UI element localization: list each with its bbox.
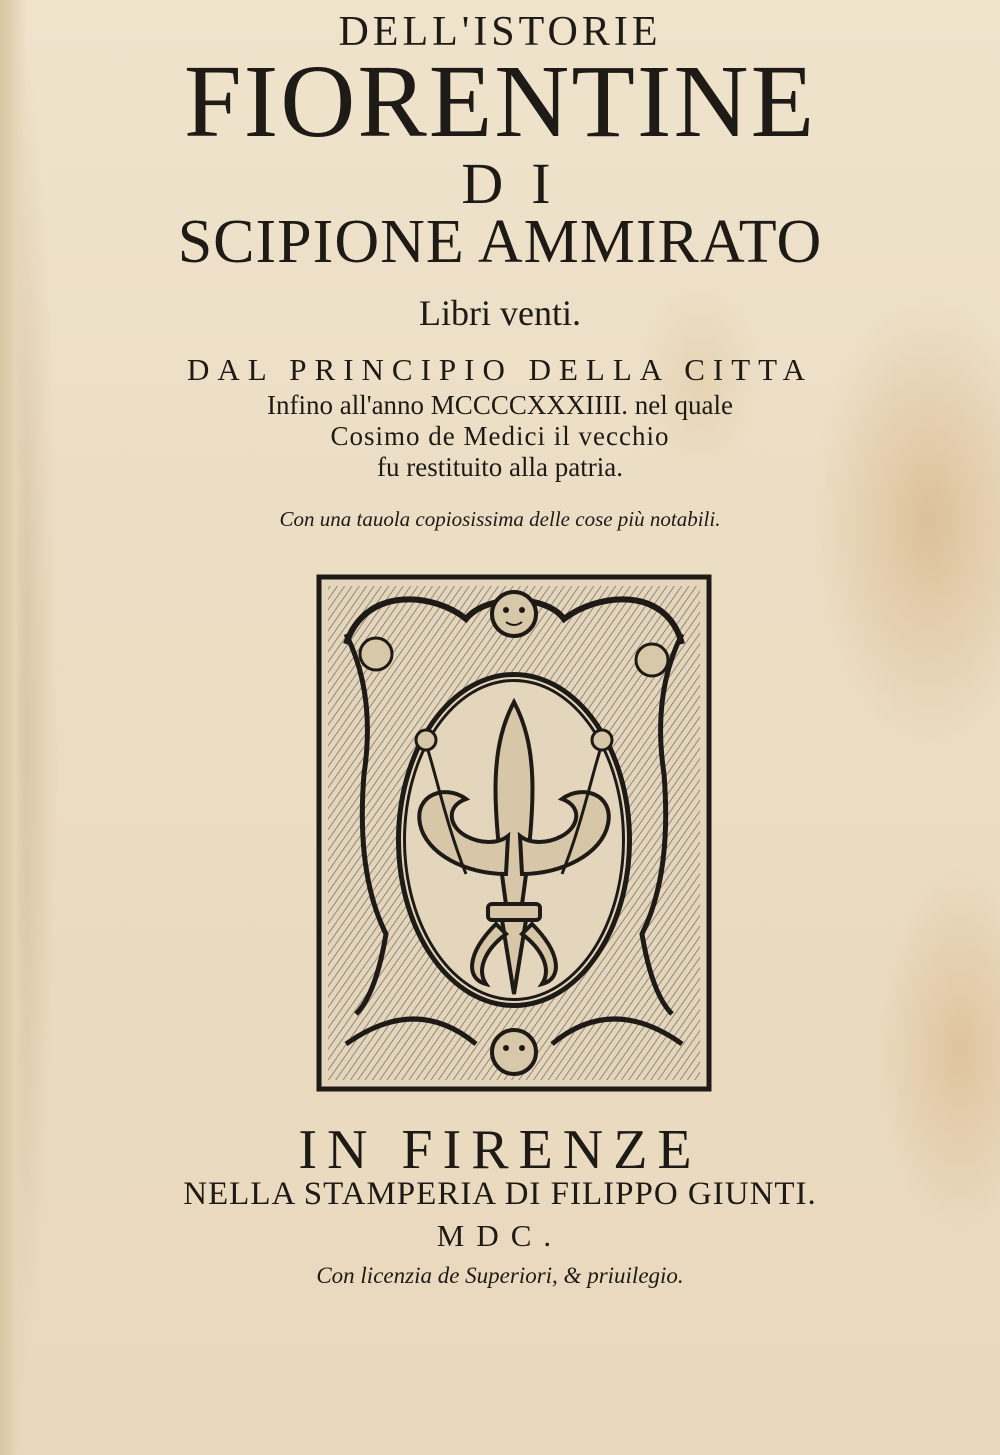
subtitle-line-4: fu restituito alla patria.	[377, 452, 623, 482]
subtitle-line-3: Cosimo de Medici il vecchio	[330, 421, 670, 451]
imprint-place: IN FIRENZE	[298, 1119, 702, 1181]
subtitle-line-2: Infino all'anno MCCCCXXXIIII. nel quale	[266, 390, 734, 420]
title-line-3: DI	[461, 151, 579, 216]
imprint-year: MDC.	[436, 1218, 564, 1253]
imprint-printer: NELLA STAMPERIA DI FILIPPO GIUNTI.	[183, 1176, 817, 1212]
imprint-license: Con licenzia de Superiori, & priuilegio.	[316, 1263, 684, 1288]
index-note: Con una tauola copiosissima delle cose più notabili.	[279, 507, 721, 531]
title-line-2: FIORENTINE	[183, 44, 817, 159]
subtitle-line-1: DAL PRINCIPIO DELLA CITTA	[186, 352, 814, 387]
title-line-1: DELL'ISTORIE	[338, 9, 662, 55]
florentine-lily-woodcut-icon	[316, 574, 712, 1092]
books-count: Libri venti.	[419, 293, 581, 333]
author-name: SCIPIONE AMMIRATO	[177, 208, 823, 276]
